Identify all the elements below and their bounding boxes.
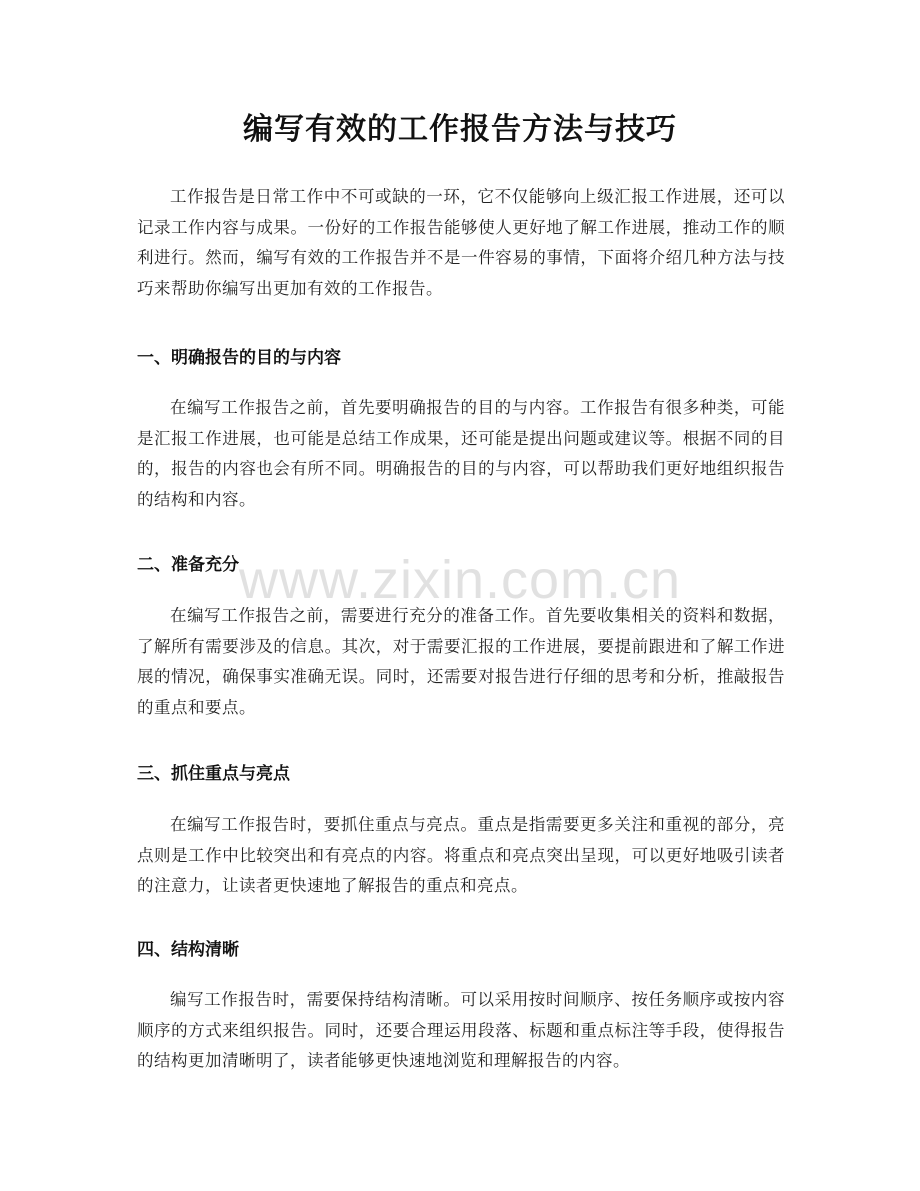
watermark-text: www.zixin.com.cn bbox=[238, 550, 682, 610]
section-body-structure: 编写工作报告时，需要保持结构清晰。可以采用按时间顺序、按任务顺序或按内容顺序的方式来组织报告。同时，还要合理运用段落、标题和重点标注等手段，使得报告的结构更加清晰明了，读者能够更快速地浏览和理解报告的内容。 bbox=[137, 990, 785, 1070]
document-title: 编写有效的工作报告方法与技巧 bbox=[243, 112, 677, 147]
section-heading-structure: 四、结构清晰 bbox=[137, 940, 239, 960]
intro-paragraph: 工作报告是日常工作中不可或缺的一环，它不仅能够向上级汇报工作进展，还可以记录工作内容与成果。一份好的工作报告能够使人更好地了解工作进展，推动工作的顺利进行。然而，编写有效的工作报告并不是一件容易的事情，下面将介绍几种方法与技巧来帮助你编写出更加有效的工作报告。 bbox=[137, 187, 785, 298]
section-body-preparation: 在编写工作报告之前，需要进行充分的准备工作。首先要收集相关的资料和数据，了解所有需要涉及的信息。其次，对于需要汇报的工作进展，要提前跟进和了解工作进展的情况，确保事实准确无误。同时，还需要对报告进行仔细的思考和分析，推敲报告的重点和要点。 bbox=[137, 606, 785, 717]
section-body-highlights: 在编写工作报告时，要抓住重点与亮点。重点是指需要更多关注和重视的部分，亮点则是工作中比较突出和有亮点的内容。将重点和亮点突出呈现，可以更好地吸引读者的注意力，让读者更快速地了解报告的重点和亮点。 bbox=[137, 815, 785, 895]
section-body-purpose: 在编写工作报告之前，首先要明确报告的目的与内容。工作报告有很多种类，可能是汇报工作进展，也可能是总结工作成果，还可能是提出问题或建议等。根据不同的目的，报告的内容也会有所不同。明确报告的目的与内容，可以帮助我们更好地组织报告的结构和内容。 bbox=[137, 398, 785, 509]
section-heading-highlights: 三、抓住重点与亮点 bbox=[137, 764, 290, 784]
section-heading-purpose: 一、明确报告的目的与内容 bbox=[137, 348, 341, 368]
section-heading-preparation: 二、准备充分 bbox=[137, 555, 239, 575]
